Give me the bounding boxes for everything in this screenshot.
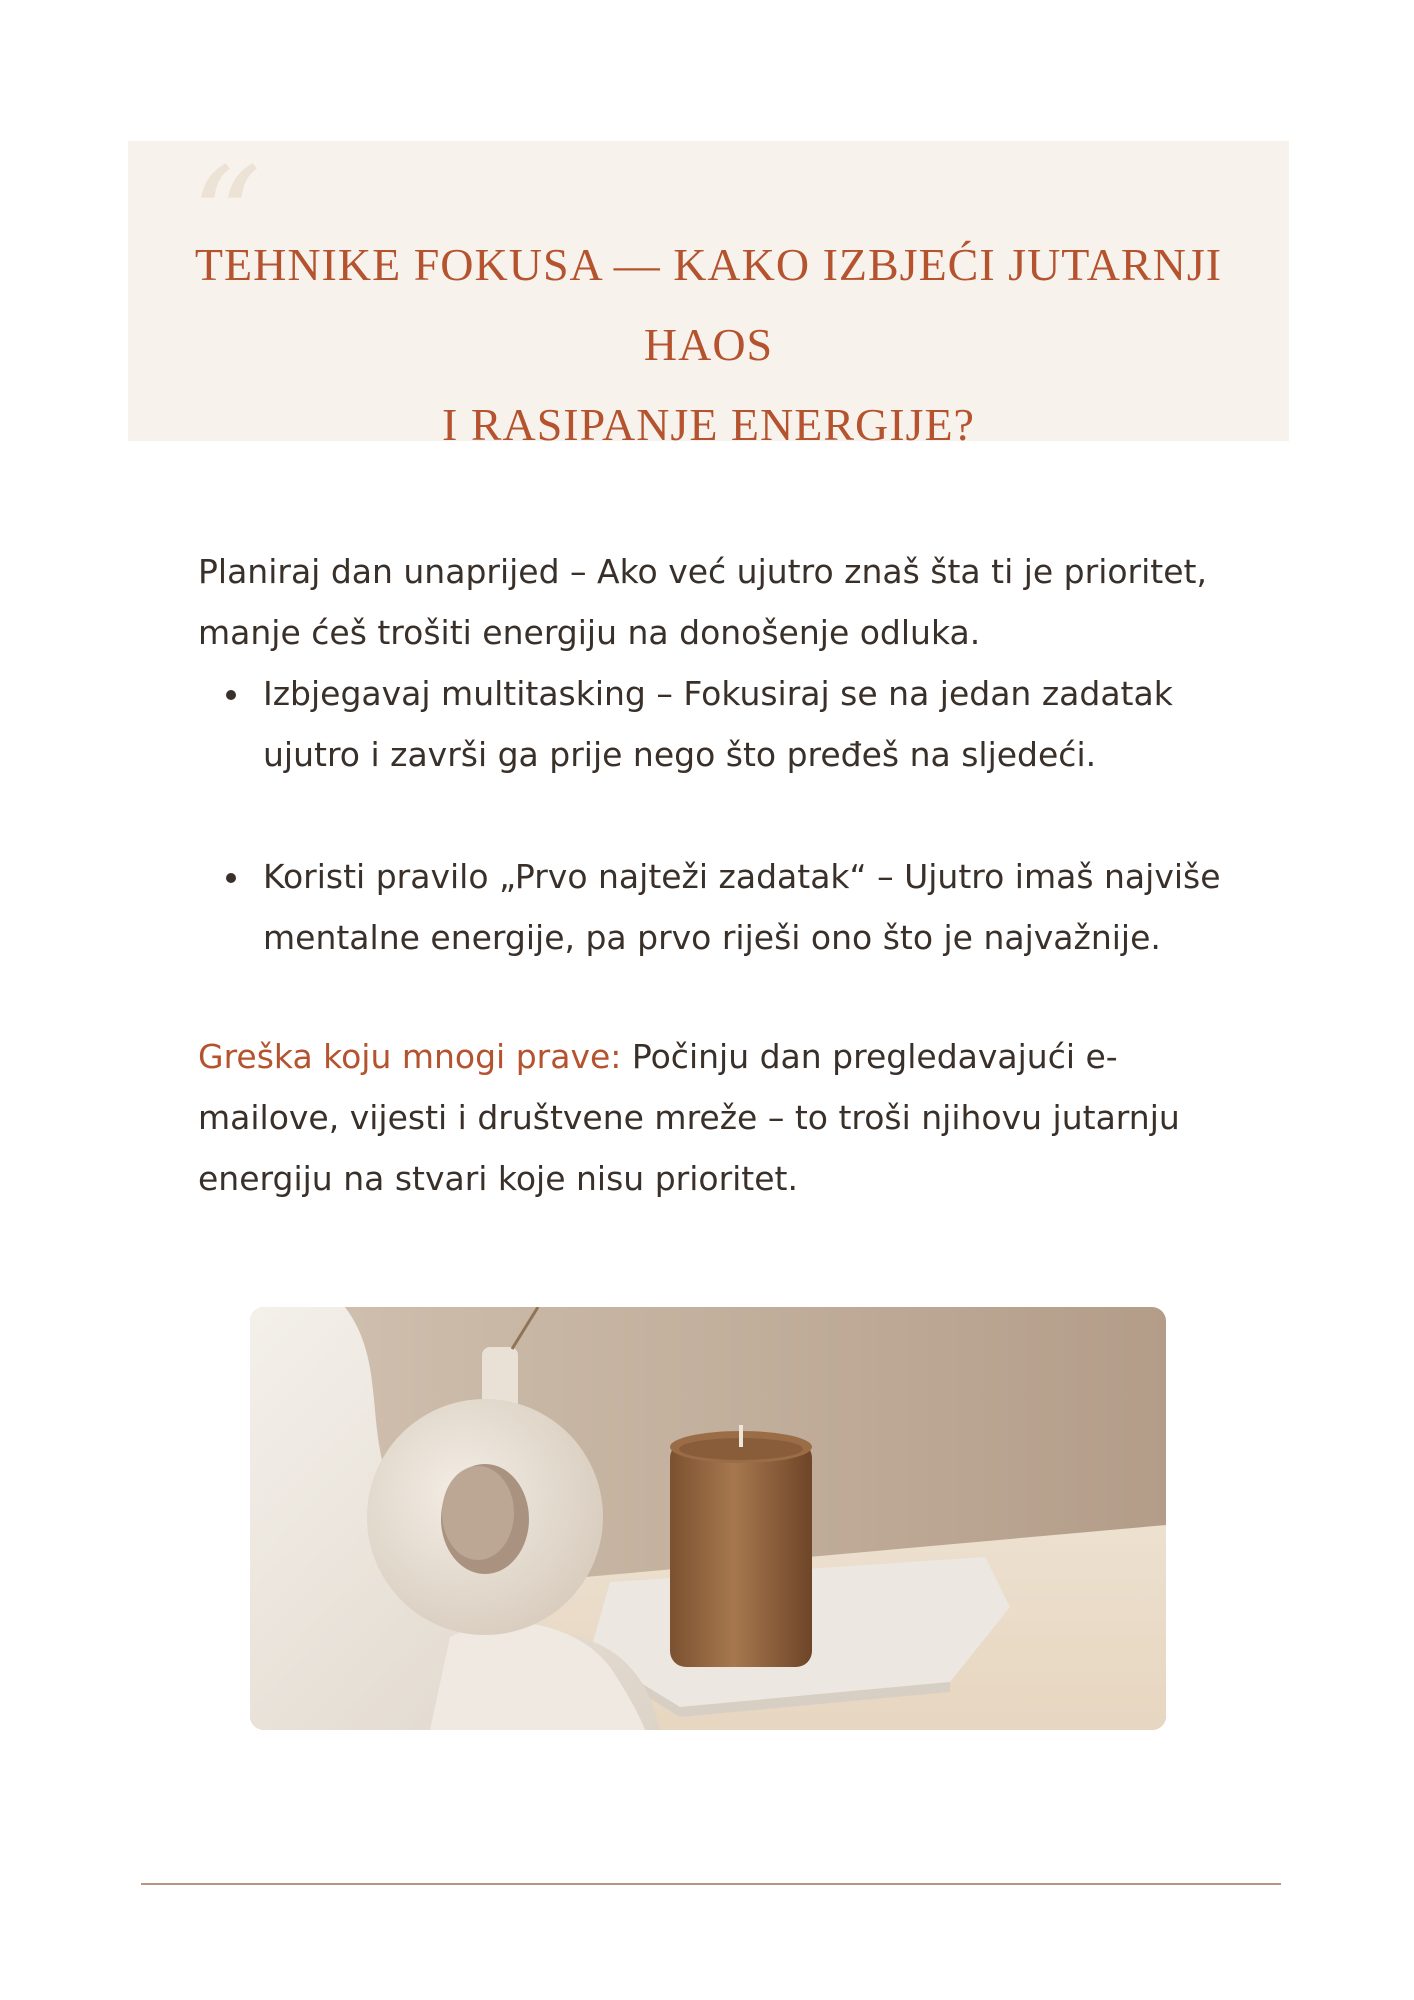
tips-list <box>198 663 1228 968</box>
list-item-text: Koristi pravilo „Prvo najteži zadatak“ – Ujutro imaš najviše mentalne energije, pa prvo riješi ono što je najvažnije. <box>263 857 1221 957</box>
quote-mark-icon: “ <box>190 138 262 301</box>
title-line-2: I RASIPANJE ENERGIJE? <box>442 399 975 450</box>
mistake-text: Počinju dan pregledavajući e-mailove, vijesti i društvene mreže – to troši njihovu jutarnju energiju na stvari koje nisu prioritet. <box>198 1037 1180 1198</box>
intro-paragraph: Planiraj dan unaprijed – Ako već ujutro znaš šta ti je prioritet, manje ćeš trošiti energiju na donošenje odluka. <box>198 552 1207 652</box>
title-line-1: TEHNIKE FOKUSA — KAKO IZBJEĆI JUTARNJI HAOS <box>194 239 1223 370</box>
candle-vase-photo <box>250 1307 1166 1730</box>
bullet-icon <box>226 690 236 700</box>
page-title <box>150 225 1267 465</box>
mistake-label: Greška koju mnogi prave: <box>198 1037 622 1076</box>
list-item-text: Izbjegavaj multitasking – Fokusiraj se na jedan zadatak ujutro i završi ga prije nego što pređeš na sljedeći. <box>263 674 1173 774</box>
mistake-paragraph <box>198 1026 1228 1209</box>
footer-divider <box>141 1883 1281 1885</box>
list-item <box>198 663 1228 785</box>
list-item <box>198 846 1228 968</box>
bullet-icon <box>226 873 236 883</box>
